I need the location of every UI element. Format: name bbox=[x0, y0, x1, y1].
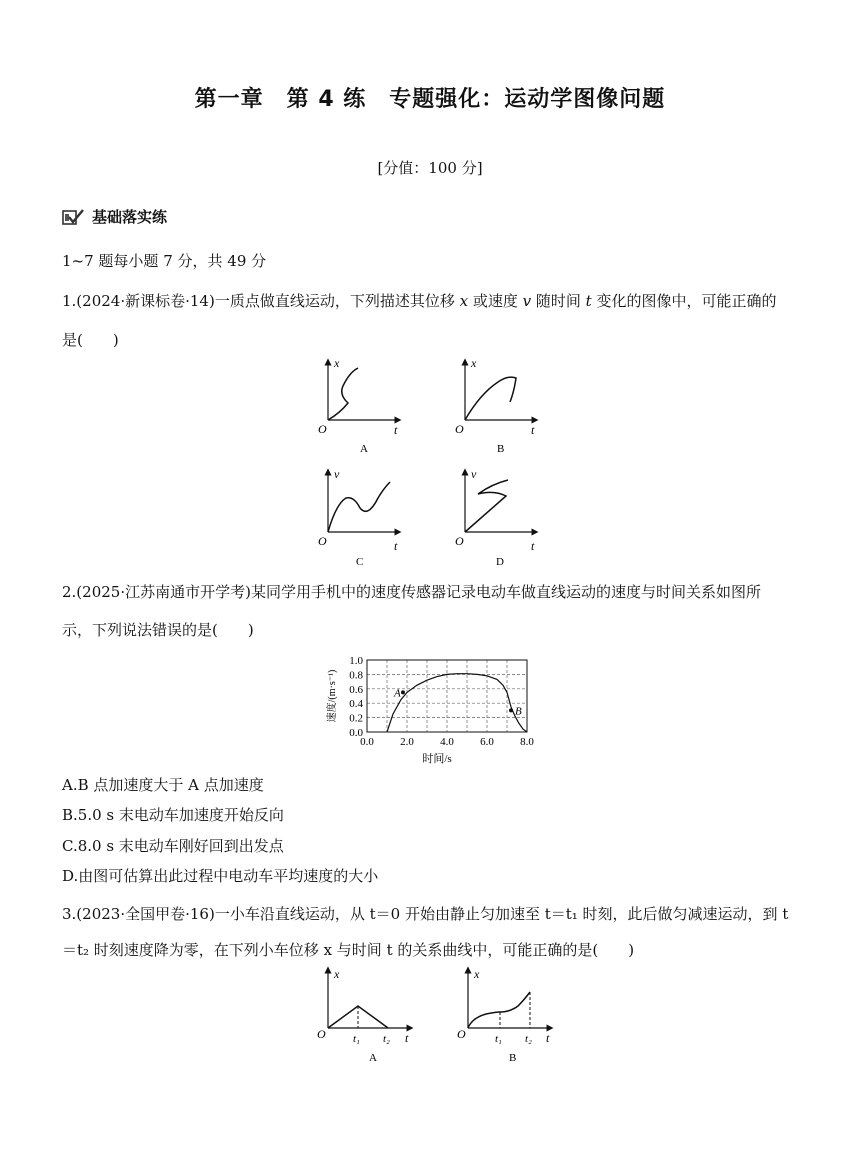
x-tick-label: 4.0 bbox=[440, 736, 454, 748]
y-tick-label: 0.8 bbox=[349, 669, 363, 682]
q3-line1: 3.(2023·全国甲卷·16)一小车沿直线运动，从 t＝0 开始由静止匀加速至 t＝t₁ 时刻，此后做匀减速运动，到 t bbox=[62, 905, 789, 923]
svg-text:A: A bbox=[369, 1052, 377, 1064]
q1-graph-d bbox=[455, 467, 535, 568]
x-tick-label: 6.0 bbox=[480, 736, 494, 748]
svg-text:t₁: t₁ bbox=[353, 1033, 360, 1045]
q2-option-a: A.B 点加速度大于 A 点加速度 bbox=[62, 776, 264, 794]
svg-text:t: t bbox=[531, 423, 535, 437]
svg-text:t: t bbox=[546, 1031, 550, 1045]
q1-line1: 1.(2024·新课标卷·14)一质点做直线运动，下列描述其位移 x 或速度 v 随时间 t 变化的图像中，可能正确的 bbox=[62, 292, 777, 310]
section-title: 基础落实练 bbox=[92, 208, 168, 226]
svg-text:O: O bbox=[318, 534, 327, 548]
score-label: [分值：100 分] bbox=[377, 159, 483, 177]
y-tick-label: 0.6 bbox=[349, 683, 363, 696]
svg-text:x: x bbox=[471, 356, 477, 370]
svg-text:x: x bbox=[334, 356, 340, 370]
svg-text:t₁: t₁ bbox=[495, 1033, 502, 1045]
q2-option-c: C.8.0 s 末电动车刚好回到出发点 bbox=[62, 837, 284, 855]
svg-text:O: O bbox=[318, 422, 327, 436]
point-label-a: A bbox=[394, 687, 401, 700]
y-tick-label: 1.0 bbox=[349, 655, 363, 667]
q1-line2: 是( ) bbox=[62, 331, 119, 349]
y-tick-label: 0.2 bbox=[349, 712, 363, 725]
q1-graph-a bbox=[318, 356, 398, 455]
x-axis-label: 时间/s bbox=[422, 753, 452, 765]
svg-text:t₂: t₂ bbox=[383, 1033, 390, 1045]
q2-source: 江苏南通市开学考 bbox=[125, 583, 246, 601]
q1-source: 新课标卷 bbox=[125, 292, 186, 310]
svg-text:O: O bbox=[455, 422, 464, 436]
page-title: 第一章 第 4 练 专题强化：运动学图像问题 bbox=[194, 87, 666, 112]
checklist-icon bbox=[62, 208, 84, 226]
x-tick-label: 2.0 bbox=[400, 736, 414, 748]
svg-text:O: O bbox=[455, 534, 464, 548]
q2-option-b: B.5.0 s 末电动车加速度开始反向 bbox=[62, 806, 284, 824]
svg-text:O: O bbox=[457, 1027, 466, 1041]
svg-text:t: t bbox=[405, 1031, 409, 1045]
svg-text:t: t bbox=[394, 539, 398, 553]
svg-text:x: x bbox=[474, 967, 480, 981]
velocity-time-chart bbox=[325, 652, 545, 764]
x-tick-label: 8.0 bbox=[520, 736, 534, 748]
q3-graphs bbox=[310, 966, 560, 1070]
svg-text:t: t bbox=[531, 539, 535, 553]
svg-text:B: B bbox=[497, 443, 505, 455]
point-a bbox=[401, 690, 405, 694]
q2-line1: 2.(2025·江苏南通市开学考)某同学用手机中的速度传感器记录电动车做直线运动的速度与时间关系如图所 bbox=[62, 583, 761, 601]
q2-line2: 示，下列说法错误的是( ) bbox=[62, 621, 254, 639]
y-tick-label: 0.4 bbox=[349, 698, 363, 711]
y-tick-label: 0.0 bbox=[349, 727, 363, 739]
section-header bbox=[62, 206, 167, 227]
x-tick-label: 0.0 bbox=[360, 736, 374, 748]
svg-text:v: v bbox=[471, 467, 477, 481]
svg-text:D: D bbox=[496, 556, 504, 568]
q3-line2: ＝t₂ 时刻速度降为零，在下列小车位移 x 与时间 t 的关系曲线中，可能正确的是( ) bbox=[62, 941, 635, 959]
point-b bbox=[509, 708, 513, 712]
svg-text:C: C bbox=[356, 556, 364, 568]
svg-text:x: x bbox=[334, 967, 340, 981]
svg-text:O: O bbox=[317, 1027, 326, 1041]
q2-option-d: D.由图可估算出此过程中电动车平均速度的大小 bbox=[62, 867, 379, 885]
q3-graph-b bbox=[457, 967, 550, 1064]
svg-text:t₂: t₂ bbox=[525, 1033, 532, 1045]
svg-text:t: t bbox=[394, 423, 398, 437]
q1-graphs bbox=[310, 356, 550, 568]
q1-graph-c bbox=[318, 467, 398, 568]
q3-source: 全国甲卷 bbox=[125, 905, 186, 923]
score-note: 1~7 题每小题 7 分，共 49 分 bbox=[62, 252, 267, 270]
svg-text:v: v bbox=[334, 467, 340, 481]
y-axis-label: 速度/(m·s⁻¹) bbox=[327, 669, 338, 723]
svg-text:B: B bbox=[509, 1052, 517, 1064]
point-label-b: B bbox=[515, 705, 522, 718]
q1-graph-b bbox=[455, 356, 535, 455]
q3-graph-a bbox=[317, 967, 410, 1064]
velocity-curve bbox=[387, 674, 527, 732]
svg-text:A: A bbox=[360, 443, 368, 455]
